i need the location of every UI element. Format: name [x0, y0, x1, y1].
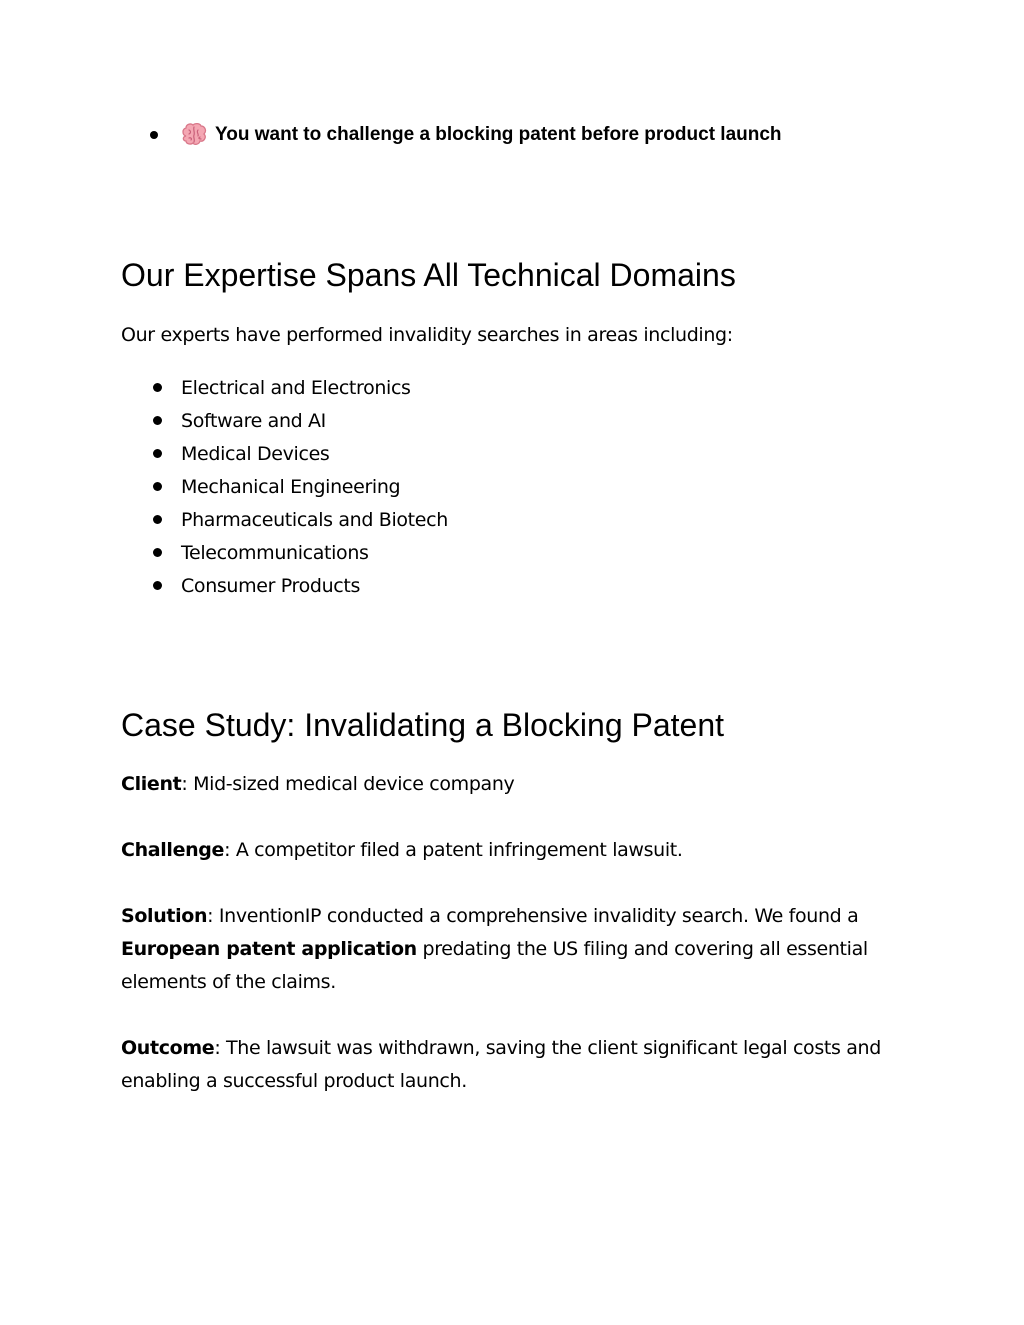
list-item — [152, 372, 448, 405]
bullet-dot — [153, 515, 162, 524]
solution-text-1: : InventionIP conducted a comprehensive invalidity search. We found a — [207, 905, 859, 927]
bullet-dot — [150, 131, 158, 139]
challenge-paragraph — [121, 834, 911, 867]
list-item-label: Consumer Products — [181, 575, 361, 597]
brain-icon — [180, 122, 208, 148]
bullet-dot — [153, 548, 162, 557]
list-item — [152, 570, 448, 603]
outcome-text: : The lawsuit was withdrawn, saving the client significant legal costs and enabling a successful product launch. — [121, 1037, 881, 1092]
solution-label: Solution — [121, 905, 208, 927]
top-bullet-text: You want to challenge a blocking patent before product launch — [215, 124, 782, 145]
expertise-heading: Our Expertise Spans All Technical Domains — [121, 257, 736, 293]
list-item-label: Medical Devices — [181, 443, 330, 465]
solution-bold-text: European patent application — [121, 938, 417, 960]
client-label: Client — [121, 773, 182, 795]
list-item — [152, 471, 448, 504]
outcome-label: Outcome — [121, 1037, 215, 1059]
solution-text-2: predating the US filing and covering all essential elements of the claims. — [121, 938, 868, 993]
list-item-label: Pharmaceuticals and Biotech — [181, 509, 448, 531]
list-item — [152, 438, 448, 471]
client-text: : Mid-sized medical device company — [181, 773, 515, 795]
case-study-heading: Case Study: Invalidating a Blocking Patent — [121, 707, 725, 743]
list-item — [152, 405, 448, 438]
expertise-intro: Our experts have performed invalidity searches in areas including: — [121, 324, 733, 346]
list-item-label: Mechanical Engineering — [181, 476, 401, 498]
domain-list — [152, 372, 448, 603]
client-paragraph — [121, 768, 911, 801]
list-item — [152, 504, 448, 537]
bullet-dot — [153, 416, 162, 425]
list-item — [152, 537, 448, 570]
solution-paragraph — [121, 900, 911, 999]
list-item-label: Telecommunications — [181, 542, 369, 564]
challenge-label: Challenge — [121, 839, 225, 861]
outcome-paragraph — [121, 1032, 911, 1098]
list-item-label: Software and AI — [181, 410, 326, 432]
challenge-text: : A competitor filed a patent infringement lawsuit. — [224, 839, 683, 861]
bullet-dot — [153, 383, 162, 392]
list-item-label: Electrical and Electronics — [181, 377, 411, 399]
bullet-dot — [153, 581, 162, 590]
bullet-dot — [153, 449, 162, 458]
bullet-dot — [153, 482, 162, 491]
